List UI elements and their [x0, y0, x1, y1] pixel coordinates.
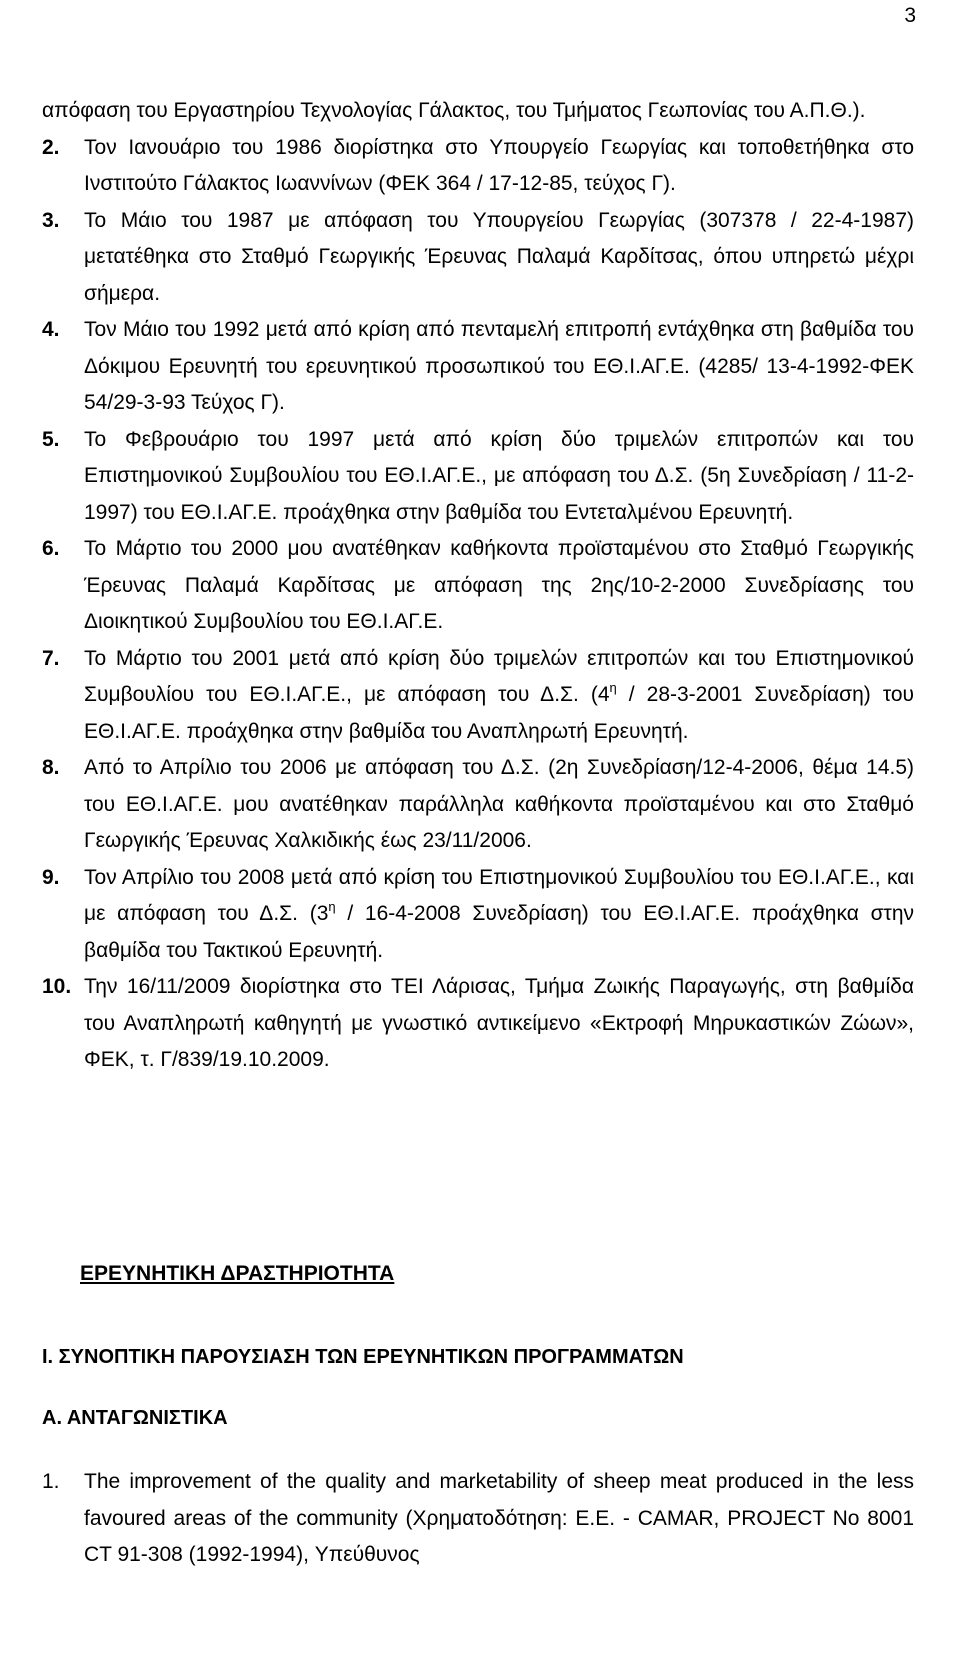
item-number: 7.: [42, 646, 60, 670]
career-item-8: [42, 750, 914, 860]
career-item-10: [42, 969, 914, 1079]
program-item-1: [42, 1464, 914, 1574]
intro-fragment: απόφαση του Εργαστηρίου Τεχνολογίας Γάλακτος, του Τμήματος Γεωπονίας του Α.Π.Θ.).: [42, 99, 866, 122]
page-number: 3: [904, 4, 916, 27]
item-text: Την 16/11/2009 διορίστηκα στο ΤΕΙ Λάρισας, Τμήμα Ζωικής Παραγωγής, στη βαθμίδα του Αναπληρωτή καθηγητή με γνωστικό αντικείμενο «Εκτροφή Μηρυκαστικών Ζώων», ΦΕΚ, τ. Γ/839/19.10.2009.: [84, 975, 914, 1071]
item-number: 10.: [42, 975, 72, 998]
program-list: [42, 1464, 914, 1574]
item-number: 2.: [42, 135, 60, 159]
section-title: ΕΡΕΥΝΗΤΙΚΗ ΔΡΑΣΤΗΡΙΟΤΗΤΑ: [80, 1262, 395, 1285]
item-number: 9.: [42, 865, 60, 889]
career-item-9: [42, 860, 914, 970]
item-number: 3.: [42, 208, 60, 232]
career-item-3: [42, 203, 914, 313]
career-section: [42, 93, 914, 1079]
item-text: Τον Ιανουάριο του 1986 διορίστηκα στο Υπουργείο Γεωργίας και τοποθετήθηκα στο Ινστιτούτο Γάλακτος Ιωαννίνων (ΦΕΚ 364 / 17-12-85, τεύχος Γ).: [84, 135, 914, 195]
item-text: The improvement of the quality and marketability of sheep meat produced in the less favoured areas of the community (Χρηματοδότηση: Ε.Ε. - CAMAR, PROJECT No 8001 CT 91-308 (1992-1994), Υπεύθυνος: [84, 1470, 914, 1566]
item-text-cont: / 28-3-2001 Συνεδρίαση) του ΕΘ.Ι.ΑΓ.Ε. προάχθηκα στην βαθμίδα του Αναπληρωτή Ερευνητή.: [84, 683, 914, 743]
item-text: Το Μάρτιο του 2001 μετά από κρίση δύο τριμελών επιτροπών και του Επιστημονικού Συμβουλίου του ΕΘ.Ι.ΑΓ.Ε., με απόφαση του Δ.Σ. (4: [84, 646, 914, 706]
career-item-6: [42, 531, 914, 641]
item-text-cont: / 16-4-2008 Συνεδρίαση) του ΕΘ.Ι.ΑΓ.Ε. προάχθηκα στην βαθμίδα του Τακτικού Ερευνητή.: [84, 902, 915, 962]
career-item-5: [42, 422, 914, 532]
item-text: Το Φεβρουάριο του 1997 μετά από κρίση δύο τριμελών επιτροπών και του Επιστημονικού Συμβουλίου του ΕΘ.Ι.ΑΓ.Ε., με απόφαση του Δ.Σ. (5η Συνεδρίαση / 11-2-1997) του ΕΘ.Ι.ΑΓ.Ε. προάχθηκα στην βαθμίδα του Εντεταλμένου Ερευνητή.: [84, 427, 914, 524]
item-number: 6.: [42, 537, 60, 560]
item-text: Από το Απρίλιο του 2006 με απόφαση του Δ.Σ. (2η Συνεδρίαση/12-4-2006, θέμα 14.5) του ΕΘ.Ι.ΑΓ.Ε. μου ανατέθηκαν παράλληλα καθήκοντα προϊσταμένου και στο Σταθμό Γεωργικής Έρευνας Χαλκιδικής έως 23/11/2006.: [84, 756, 914, 852]
career-item-4: [42, 312, 914, 422]
item-number: 8.: [42, 756, 60, 779]
item-text: Τον Απρίλιο του 2008 μετά από κρίση του Επιστημονικού Συμβουλίου του ΕΘ.Ι.ΑΓ.Ε., και με απόφαση του Δ.Σ. (3: [84, 865, 914, 925]
career-item-2: [42, 130, 914, 203]
item-text: Το Μάρτιο του 2000 μου ανατέθηκαν καθήκοντα προϊσταμένου στο Σταθμό Γεωργικής Έρευνας Παλαμά Καρδίτσας με απόφαση της 2ης/10-2-2000 Συνεδρίασης του Διοικητικού Συμβουλίου του ΕΘ.Ι.ΑΓ.Ε.: [84, 537, 914, 633]
superscript: η: [609, 680, 617, 695]
item-text: Τον Μάιο του 1992 μετά από κρίση από πενταμελή επιτροπή εντάχθηκα στη βαθμίδα του Δόκιμου Ερευνητή του ερευνητικού προσωπικού του ΕΘ.Ι.ΑΓ.Ε. (4285/ 13-4-1992-ΦΕΚ 54/29-3-93 Τεύχος Γ).: [84, 318, 914, 414]
subsection-programs-summary: Ι. ΣΥΝΟΠΤΙΚΗ ΠΑΡΟΥΣΙΑΣΗ ΤΩΝ ΕΡΕΥΝΗΤΙΚΩΝ ΠΡΟΓΡΑΜΜΑΤΩΝ: [42, 1346, 684, 1368]
item-text: Το Μάιο του 1987 με απόφαση του Υπουργείου Γεωργίας (307378 / 22-4-1987) μετατέθηκα στο Σταθμό Γεωργικής Έρευνας Παλαμά Καρδίτσας, όπου υπηρετώ μέχρι σήμερα.: [84, 208, 914, 305]
superscript: η: [328, 899, 336, 914]
item-number: 1.: [42, 1470, 60, 1493]
career-item-7: [42, 641, 914, 751]
subsection-competitive: Α. ΑΝΤΑΓΩΝΙΣΤΙΚΑ: [42, 1407, 228, 1429]
item-number: 4.: [42, 318, 60, 341]
item-number: 5.: [42, 427, 60, 451]
